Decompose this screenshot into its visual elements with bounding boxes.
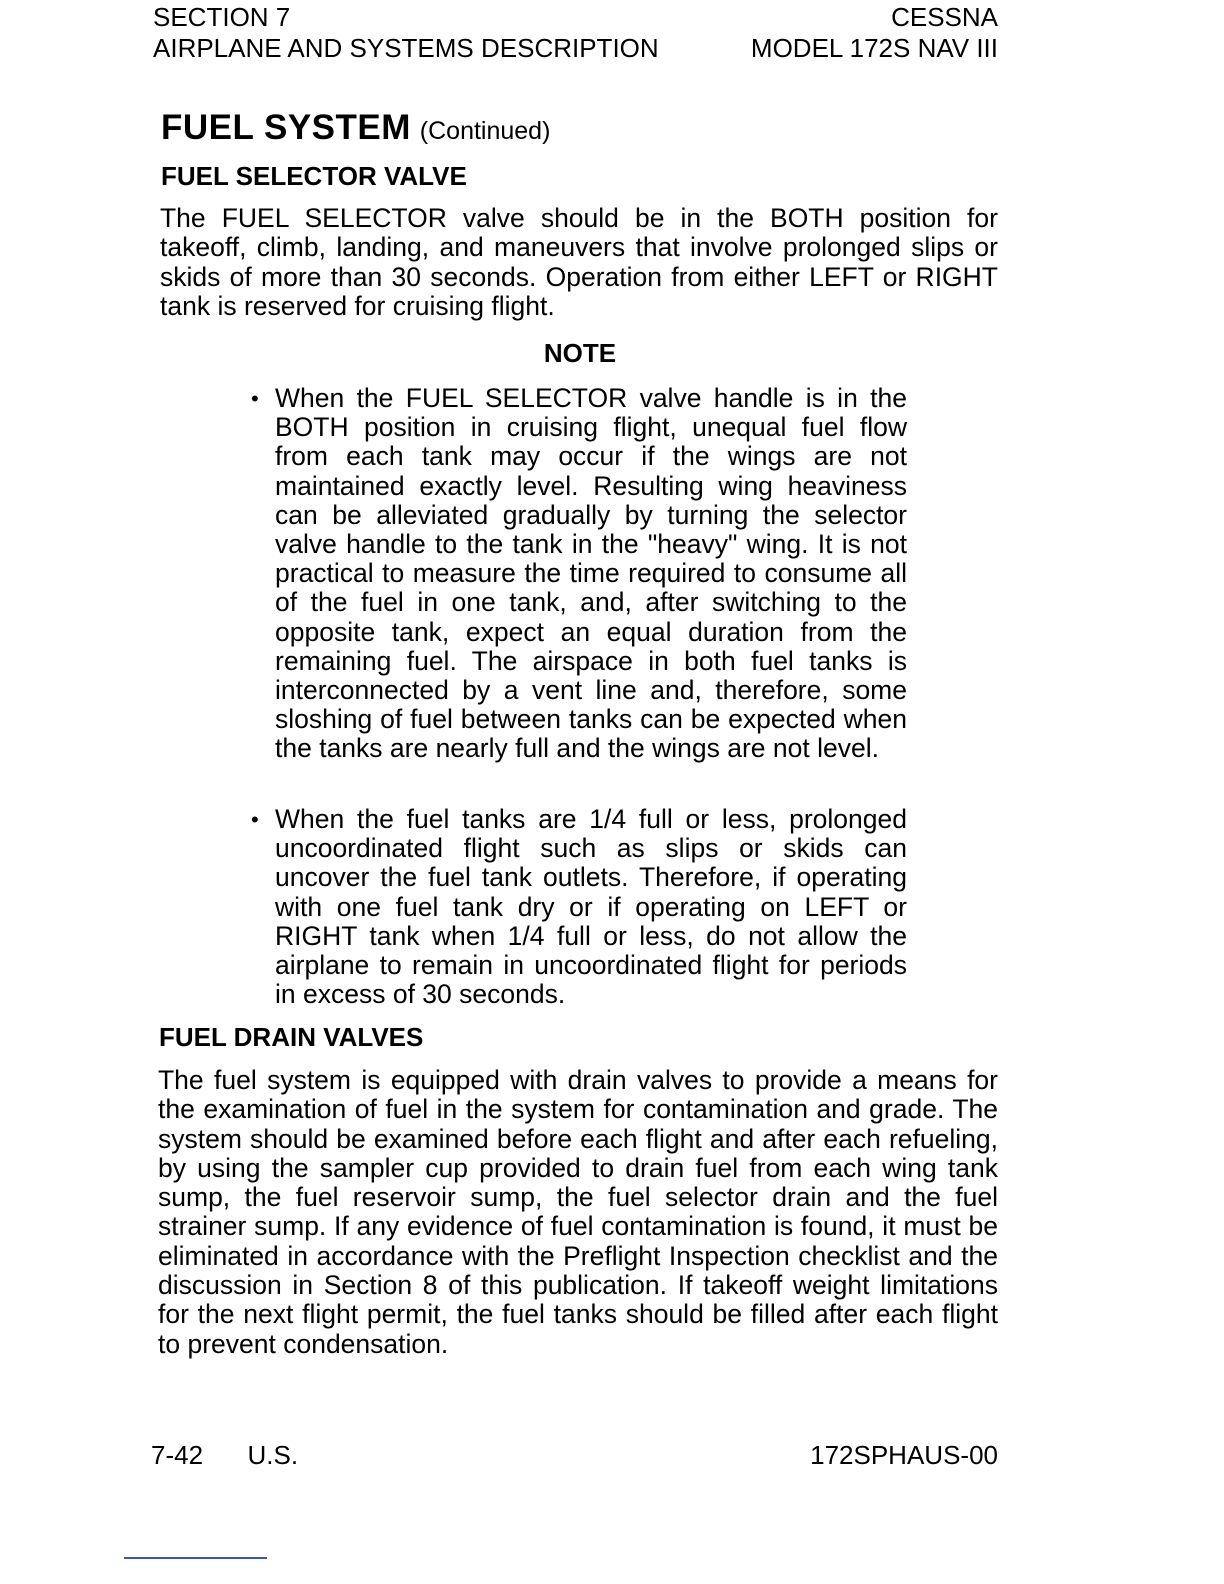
footer-region: U.S.: [247, 1440, 299, 1470]
bottom-rule: [124, 1557, 267, 1559]
section-number: SECTION 7: [153, 2, 291, 32]
page-number: 7-42: [151, 1440, 204, 1470]
section-title: AIRPLANE AND SYSTEMS DESCRIPTION: [153, 33, 659, 63]
fuel-drain-paragraph: The fuel system is equipped with drain valves to provide a means for the examination of fuel in the system for contamination and grade. The system should be examined before each flight and after each refueling, by using the sampler cup provided to drain fuel from each wing tank sump, the fuel reservoir sump, the fuel selector drain and the fuel strainer sump. If any evidence of fuel contamination is found, it must be eliminated in accordance with the Preflight Inspection checklist and the discussion in Section 8 of this publication. If takeoff weight limitations for the next flight permit, the fuel tanks should be filled after each flight to prevent condensation.: [158, 1065, 998, 1359]
document-id: 172SPHAUS-00: [810, 1440, 998, 1470]
note-item-text: When the FUEL SELECTOR valve handle is in the BOTH position in cruising flight, unequal fuel flow from each tank may occur if the wings are not maintained exactly level. Resulting wing heaviness can be alleviated gradually by turning the selector valve handle to the tank in the "heavy" wing. It is not practical to measure the time required to consume all of the fuel in one tank, and, after switching to the opposite tank, expect an equal duration from the remaining fuel. The airspace in both fuel tanks is interconnected by a vent line and, therefore, some sloshing of fuel between tanks can be expected when the tanks are nearly full and the wings are not level.: [275, 383, 907, 764]
note-item: [251, 804, 907, 1010]
page-header-right: [751, 2, 998, 64]
fuel-selector-paragraph: The FUEL SELECTOR valve should be in the BOTH position for takeoff, climb, landing, and maneuvers that involve prolonged slips or skids of more than 30 seconds. Operation from either LEFT or RIGHT tank is reserved for cruising flight.: [160, 203, 998, 321]
page-footer-left: [151, 1440, 298, 1471]
page-title-main: FUEL SYSTEM: [161, 108, 411, 147]
page-header-left: [153, 2, 659, 64]
note-item-text: When the fuel tanks are 1/4 full or less, prolonged uncoordinated flight such as slips or skids can uncover the fuel tank outlets. Therefore, if operating with one fuel tank dry or if operating on LEFT or RIGHT tank when 1/4 full or less, do not allow the airplane to remain in uncoordinated flight for periods in excess of 30 seconds.: [275, 804, 907, 1010]
fuel-drain-heading: FUEL DRAIN VALVES: [159, 1022, 424, 1052]
note-title: NOTE: [543, 338, 617, 368]
model-name: MODEL 172S NAV III: [750, 33, 998, 63]
brand-name: CESSNA: [891, 2, 998, 32]
note-list: [251, 383, 907, 764]
bullet-icon: •: [251, 807, 259, 832]
bullet-icon: •: [251, 386, 259, 411]
page-title: [161, 108, 550, 148]
fuel-selector-heading: FUEL SELECTOR VALVE: [161, 161, 467, 191]
note-item: [251, 383, 907, 764]
note-list-2: [251, 804, 907, 1010]
page-title-suffix: (Continued): [419, 117, 551, 145]
